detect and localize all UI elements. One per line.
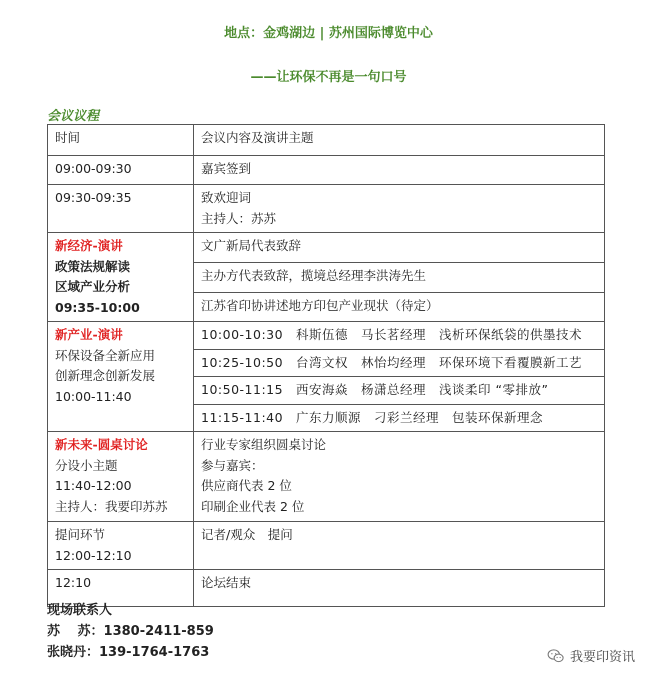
cell-line: 主持人：苏苏 xyxy=(201,210,277,226)
block-industry-cell xyxy=(48,322,194,432)
cell-line: 印刷企业代表 2 位 xyxy=(201,498,305,514)
table-row xyxy=(48,233,605,263)
wechat-icon xyxy=(547,647,565,665)
location-line: 地点：金鸡湖边 | 苏州国际博览中心 xyxy=(224,26,433,41)
cell-time: 09:30-09:35 xyxy=(48,185,194,233)
block-line: 区域产业分析 xyxy=(55,279,131,294)
column-header-content: 会议内容及演讲主题 xyxy=(194,125,605,156)
cell-content: 主办方代表致辞，揽境总经理李洪涛先生 xyxy=(194,263,605,292)
contact-block xyxy=(47,600,214,663)
block-title: 新未来-圆桌讨论 xyxy=(55,437,148,452)
block-line: 政策法规解读 xyxy=(55,258,131,274)
column-header-time: 时间 xyxy=(48,125,194,156)
block-time: 10:00-11:40 xyxy=(55,388,132,404)
block-line: 环保设备全新应用 xyxy=(55,347,156,363)
contact-title: 现场联系人 xyxy=(47,603,113,618)
table-row xyxy=(48,322,605,350)
block-title: 新产业-演讲 xyxy=(55,327,123,342)
block-future-cell xyxy=(48,432,194,522)
table-row xyxy=(48,522,605,570)
block-line: 创新理念创新发展 xyxy=(55,368,156,383)
table-row xyxy=(48,125,605,156)
block-time: 09:35-10:00 xyxy=(55,299,140,315)
cell-time xyxy=(48,522,194,570)
contact-person: 苏 苏：1380-2411-859 xyxy=(47,624,214,639)
contact-person: 张晓丹：139-1764-1763 xyxy=(47,645,210,660)
table-row xyxy=(48,156,605,185)
cell-content: 论坛结束 xyxy=(194,570,605,607)
cell-line: 行业专家组织圆桌讨论 xyxy=(201,437,327,452)
block-time: 11:40-12:00 xyxy=(55,478,132,493)
cell-line: 致欢迎词 xyxy=(201,190,252,205)
watermark xyxy=(547,646,635,665)
cell-content: 11:15-11:40 广东力顺源 刁彩兰经理 包装环保新理念 xyxy=(194,404,605,432)
cell-time: 09:00-09:30 xyxy=(48,156,194,185)
table-row xyxy=(48,185,605,233)
slogan: ——让环保不再是一句口号 xyxy=(250,70,407,85)
block-line: 分设小主题 xyxy=(55,457,118,473)
block-economy-cell xyxy=(48,233,194,322)
cell-content: 江苏省印协讲述地方印包产业现状（待定） xyxy=(194,292,605,322)
cell-content: 记者/观众 提问 xyxy=(194,522,605,570)
cell-line: 提问环节 xyxy=(55,527,106,542)
agenda-table xyxy=(47,124,605,607)
cell-content xyxy=(194,185,605,233)
section-title: 会议议程 xyxy=(47,109,100,124)
block-title: 新经济-演讲 xyxy=(55,238,123,253)
block-host: 主持人：我要印苏苏 xyxy=(55,498,168,514)
cell-content xyxy=(194,432,605,522)
watermark-text: 我要印资讯 xyxy=(569,650,635,665)
cell-content: 文广新局代表致辞 xyxy=(194,233,605,263)
cell-line: 参与嘉宾： xyxy=(201,457,264,473)
cell-content: 嘉宾签到 xyxy=(194,156,605,185)
cell-line: 12:00-12:10 xyxy=(55,547,132,563)
cell-content: 10:00-10:30 科斯伍德 马长茗经理 浅析环保纸袋的供墨技术 xyxy=(194,322,605,350)
cell-content: 10:50-11:15 西安海焱 杨潇总经理 浅谈柔印 “零排放” xyxy=(194,377,605,405)
cell-content: 10:25-10:50 台湾文权 林怡均经理 环保环境下看覆膜新工艺 xyxy=(194,349,605,377)
cell-time: 12:10 xyxy=(48,570,194,607)
table-row xyxy=(48,432,605,522)
cell-line: 供应商代表 2 位 xyxy=(201,478,292,493)
